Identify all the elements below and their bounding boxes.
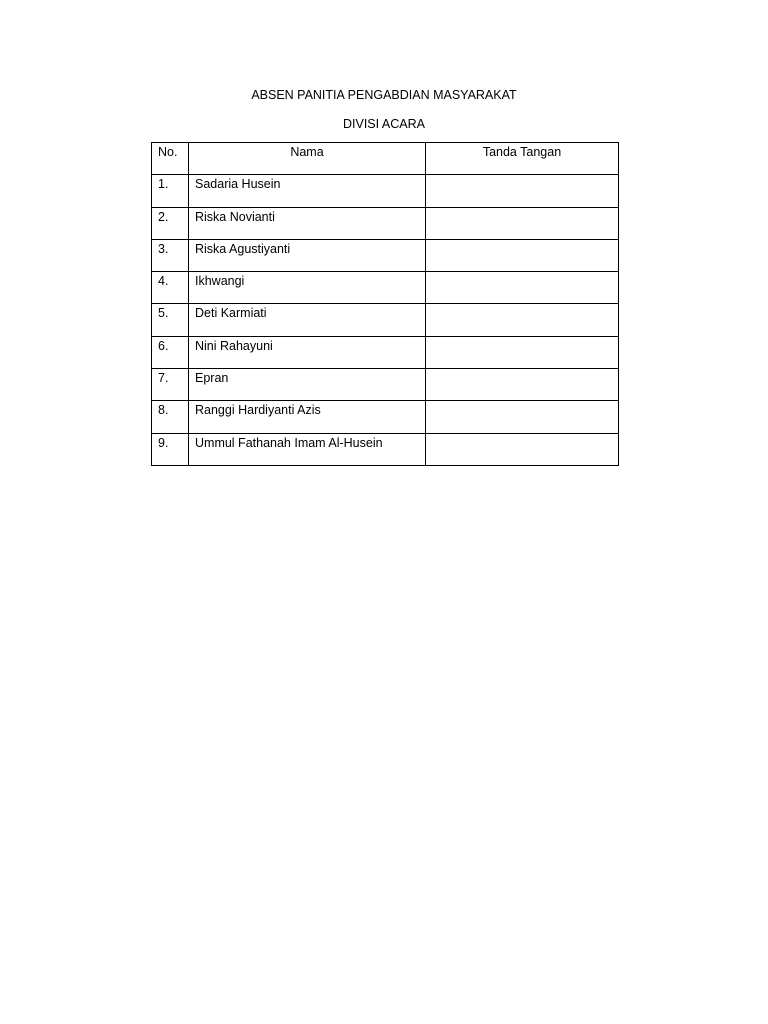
row-number: 2. bbox=[152, 207, 189, 239]
header-tanda-tangan: Tanda Tangan bbox=[426, 143, 619, 175]
row-number: 4. bbox=[152, 272, 189, 304]
row-number: 5. bbox=[152, 304, 189, 336]
document-title: ABSEN PANITIA PENGABDIAN MASYARAKAT bbox=[251, 88, 517, 102]
row-name: Deti Karmiati bbox=[189, 304, 426, 336]
table-row bbox=[152, 272, 619, 304]
row-signature bbox=[426, 304, 619, 336]
row-name: Ranggi Hardiyanti Azis bbox=[189, 401, 426, 433]
row-number: 9. bbox=[152, 433, 189, 465]
table-row bbox=[152, 336, 619, 368]
row-signature bbox=[426, 401, 619, 433]
row-signature bbox=[426, 175, 619, 207]
row-number: 3. bbox=[152, 239, 189, 271]
row-name: Ikhwangi bbox=[189, 272, 426, 304]
row-name: Riska Novianti bbox=[189, 207, 426, 239]
table-row bbox=[152, 304, 619, 336]
row-signature bbox=[426, 369, 619, 401]
header-no: No. bbox=[152, 143, 189, 175]
row-name: Ummul Fathanah Imam Al-Husein bbox=[189, 433, 426, 465]
row-number: 1. bbox=[152, 175, 189, 207]
row-name: Sadaria Husein bbox=[189, 175, 426, 207]
row-name: Epran bbox=[189, 369, 426, 401]
attendance-table bbox=[151, 142, 619, 466]
row-name: Nini Rahayuni bbox=[189, 336, 426, 368]
table-row bbox=[152, 401, 619, 433]
row-signature bbox=[426, 207, 619, 239]
table-header-row bbox=[152, 143, 619, 175]
row-signature bbox=[426, 272, 619, 304]
row-signature bbox=[426, 433, 619, 465]
row-signature bbox=[426, 336, 619, 368]
row-number: 8. bbox=[152, 401, 189, 433]
table-row bbox=[152, 433, 619, 465]
header-nama: Nama bbox=[189, 143, 426, 175]
row-signature bbox=[426, 239, 619, 271]
table-row bbox=[152, 175, 619, 207]
table-row bbox=[152, 207, 619, 239]
row-number: 7. bbox=[152, 369, 189, 401]
table-row bbox=[152, 369, 619, 401]
document-subtitle: DIVISI ACARA bbox=[343, 117, 425, 131]
row-number: 6. bbox=[152, 336, 189, 368]
table-row bbox=[152, 239, 619, 271]
row-name: Riska Agustiyanti bbox=[189, 239, 426, 271]
